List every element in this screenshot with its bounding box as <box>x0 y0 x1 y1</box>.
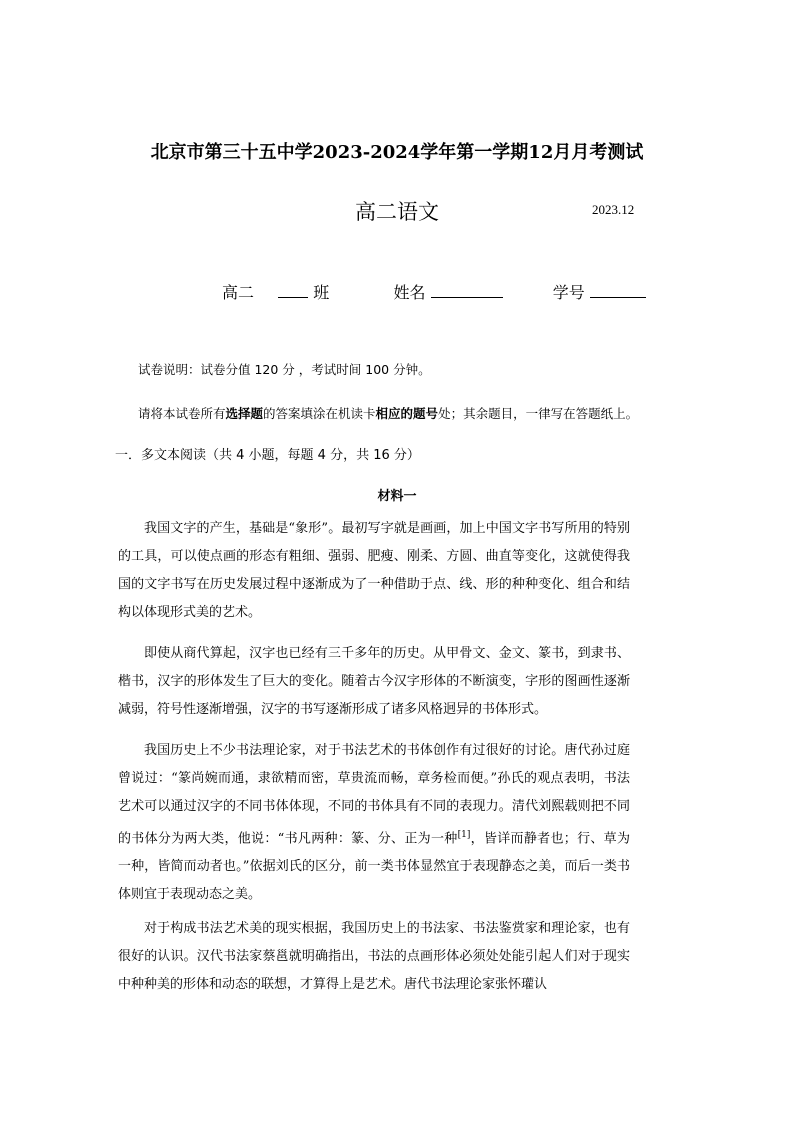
id-blank[interactable] <box>590 283 646 298</box>
section-heading: 一．多文本阅读（共 4 小题，每题 4 分，共 16 分） <box>115 448 420 463</box>
instruction-text: 请将本试卷所有 <box>138 406 226 421</box>
exam-instructions-1: 试卷说明：试卷分值 120 分 ，考试时间 100 分钟。 <box>138 362 431 377</box>
subject-title: 高二语文 <box>355 200 439 224</box>
grade-label: 高二 <box>222 283 255 302</box>
material-paragraph <box>118 737 630 909</box>
id-label: 学号 <box>552 283 585 302</box>
material-paragraph: 即使从商代算起，汉字也已经有三千多年的历史。从甲骨文、金文、篆书，到隶书、楷书，汉字的形体发生了巨大的变化。随着古今汉字形体的不断演变，字形的图画性逐渐减弱，符号性逐渐增强，汉字的书写逐渐形成了诸多风格迥异的书体形式。 <box>118 646 630 717</box>
exam-instructions-2 <box>138 404 638 422</box>
paragraph-text: ，皆详而静者也；行、草为一种，皆简而动者也。”依据刘氏的区分，前一类书体显然宜于表现静态之美，而后一类书体则宜于表现动态之美。 <box>118 831 630 903</box>
student-info-row <box>222 280 646 303</box>
class-blank[interactable] <box>278 283 308 298</box>
class-label: 班 <box>313 283 330 302</box>
exam-title: 北京市第三十五中学2023-2024学年第一学期12月月考测试 <box>150 142 644 163</box>
name-blank[interactable] <box>431 283 503 298</box>
instruction-bold: 相应的题号 <box>375 406 439 421</box>
instruction-text: 处；其余题目，一律写在答题纸上。 <box>438 406 639 421</box>
footnote-mark: [1] <box>457 830 471 840</box>
material-paragraph: 我国文字的产生，基础是“象形”。最初写字就是画画，加上中国文字书写所用的特别的工具，可以使点画的形态有粗细、强弱、肥瘦、刚柔、方圆、曲直等变化，这就使得我国的文字书写在历史发展过程中逐渐成为了一种借助于点、线、形的种种变化、组合和结构以体现形式美的艺术。 <box>118 521 630 620</box>
material-title: 材料一 <box>377 489 417 504</box>
name-label: 姓名 <box>393 283 426 302</box>
material-paragraph: 对于构成书法艺术美的现实根据，我国历史上的书法家、书法鉴赏家和理论家，也有很好的认识。汉代书法家蔡邕就明确指出，书法的点画形体必须处处能引起人们对于现实中种种美的形体和动态的联想，才算得上是艺术。唐代书法理论家张怀瓘认 <box>118 921 630 992</box>
instruction-text: 的答案填涂在机读卡 <box>263 406 376 421</box>
paragraph-text: 我国历史上不少书法理论家，对于书法艺术的书体创作有过很好的讨论。唐代孙过庭曾说过：“篆尚婉而通，隶欲精而密，草贵流而畅，章务检而便。”孙氏的观点表明，书法艺术可以通过汉字的不同书体体现，不同的书体具有不同的表现力。清代刘熙载则把不同的书体分为两大类，他说：“书凡两种：篆、分、正为一种 <box>118 743 630 847</box>
exam-date: 2023.12 <box>592 202 635 217</box>
instruction-bold: 选择题 <box>225 406 264 421</box>
